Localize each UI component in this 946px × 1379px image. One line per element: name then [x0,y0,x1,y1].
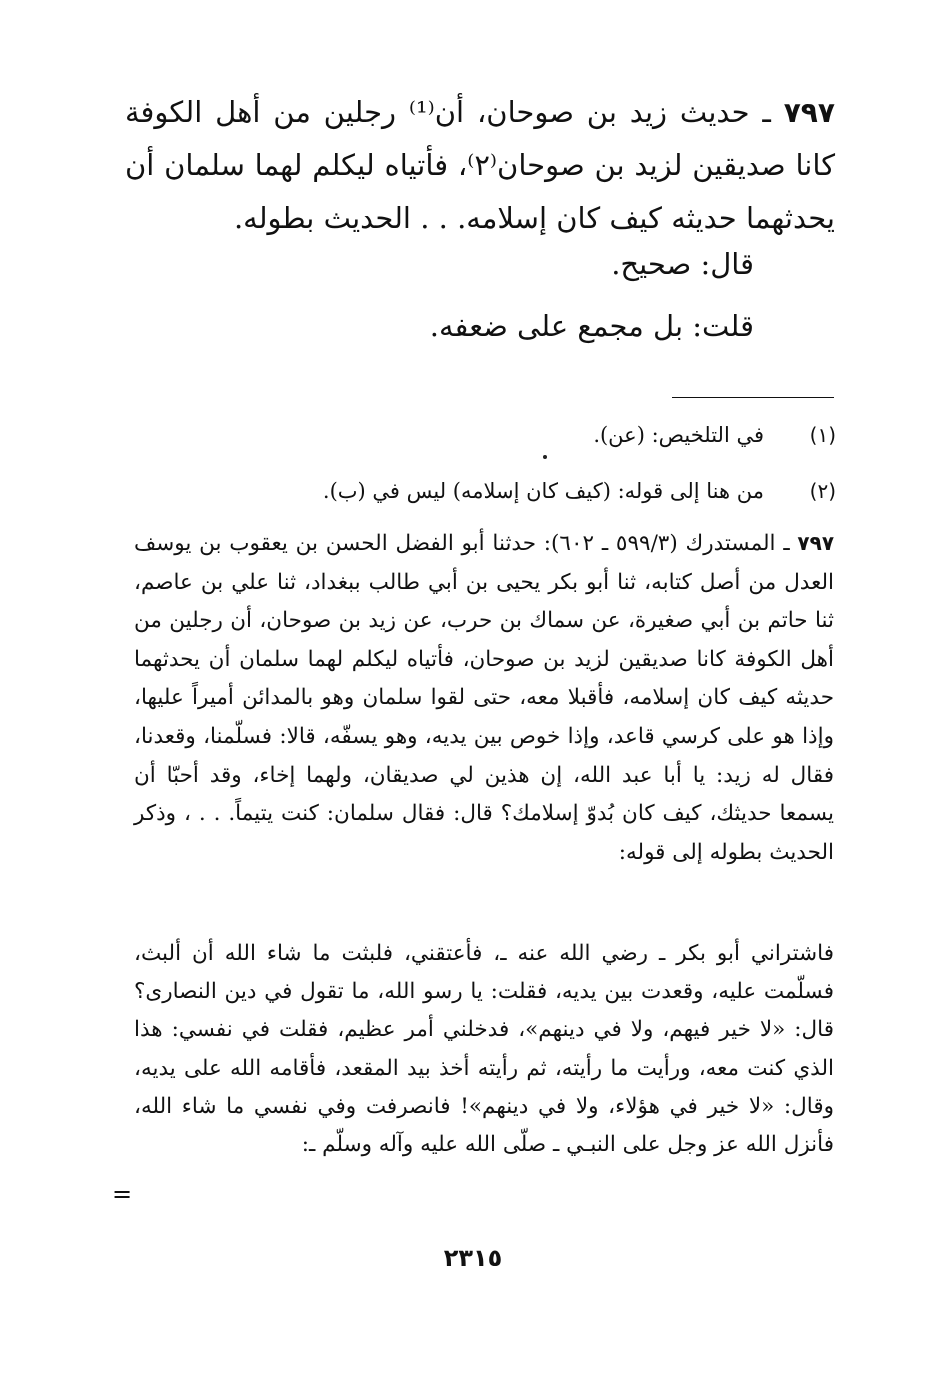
qal-line [611,244,754,284]
qult-text: بل مجمع على ضعفه. [429,309,693,343]
qult-line [430,306,754,346]
entry-number: ٧٩٧ [783,96,835,129]
qal-text: صحيح. [611,247,701,281]
commentary-text: المستدرك (٥٩٩/٣ ـ ٦٠٢): حدثنا أبو الفضل الحسن بن يعقوب بن يوسف العدل من أصل كتابه، ثنا أبو بكر يحيى بن أبي طالب ببغداد، ثنا علي بن عاصم، ثنا حاتم بن أبي صغيرة، عن سماك بن حرب، عن زيد بن صوحان، أن رجلين من أهل الكوفة كانا صديقين لزيد بن صوحان، فأتياه ليكلم لهما سلمان أن يحدثهما حديثه كيف كان إسلامه، فأقبلا معه، حتى لقوا سلمان وهو بالمدائن أميراً عليها، وإذا هو على كرسي قاعد، وإذا خوص بين يديه، وهو يسفّه، قالا: فسلّمنا، وقعدنا، فقال له زيد: يا أبا عبد الله، إن هذين لي صديقان، ولهما إخاء، وقد أحبّا أن يسمعا حديثك، كيف كان بُدوّ إسلامك؟ قال: فقال سلمان: كنت يتيماً. . . ، وذكر الحديث بطوله إلى قوله: [134,531,834,865]
qult-label: قلت: [692,309,754,343]
qal-label: قال: [700,247,754,281]
entry-text: حديث زيد بن صوحان، أن⁽¹⁾ رجلين من أهل الكوفة كانا صديقين لزيد بن صوحان⁽٢⁾، فأتياه ليكلم لهما سلمان أن يحدثهما حديثه كيف كان إسلامه. . . الحديث بطوله. [125,95,835,235]
commentary-dash: ـ [775,531,798,556]
footnote-text: من هنا إلى قوله: (كيف كان إسلامه) ليس في (ب). [322,479,764,503]
footnote-number: (٢) [809,479,836,503]
footnote-divider [672,397,834,398]
footnote-number: (١) [809,423,836,447]
commentary-paragraph-1 [134,524,834,872]
hadith-entry [125,86,835,245]
ink-dot [543,455,547,459]
commentary-text-2: فاشتراني أبو بكر ـ رضي الله عنه ـ، فأعتقني، فلبثت ما شاء الله أن ألبث، فسلّمت عليه، وقعدت بين يديه، فقلت: يا رسو الله، ما تقول في دين النصارى؟ قال: «لا خير فيهم، ولا في دينهم»، فدخلني أمر عظيم، فقلت في نفسي: هذا الذي كنت معه، ورأيت ما رأيته، ثم رأيته أخذ بيد المقعد، فأقامه الله على يديه، وقال: «لا خير في هؤلاء، ولا في دينهم»! فانصرفت وفي نفسي ما شاء الله، فأنزل الله عز وجل على النبـي ـ صلّى الله عليه وآله وسلّم ـ: [134,941,834,1158]
entry-dash: ـ [749,95,784,129]
footnote-2 [323,474,836,508]
footnote-text: في التلخيص: (عن). [593,423,764,447]
footnote-1 [593,418,836,452]
page-number: ٢٣١٥ [443,1244,503,1272]
continuation-mark: = [112,1180,133,1208]
commentary-number: ٧٩٧ [797,531,835,555]
commentary-paragraph-2 [134,935,834,1164]
